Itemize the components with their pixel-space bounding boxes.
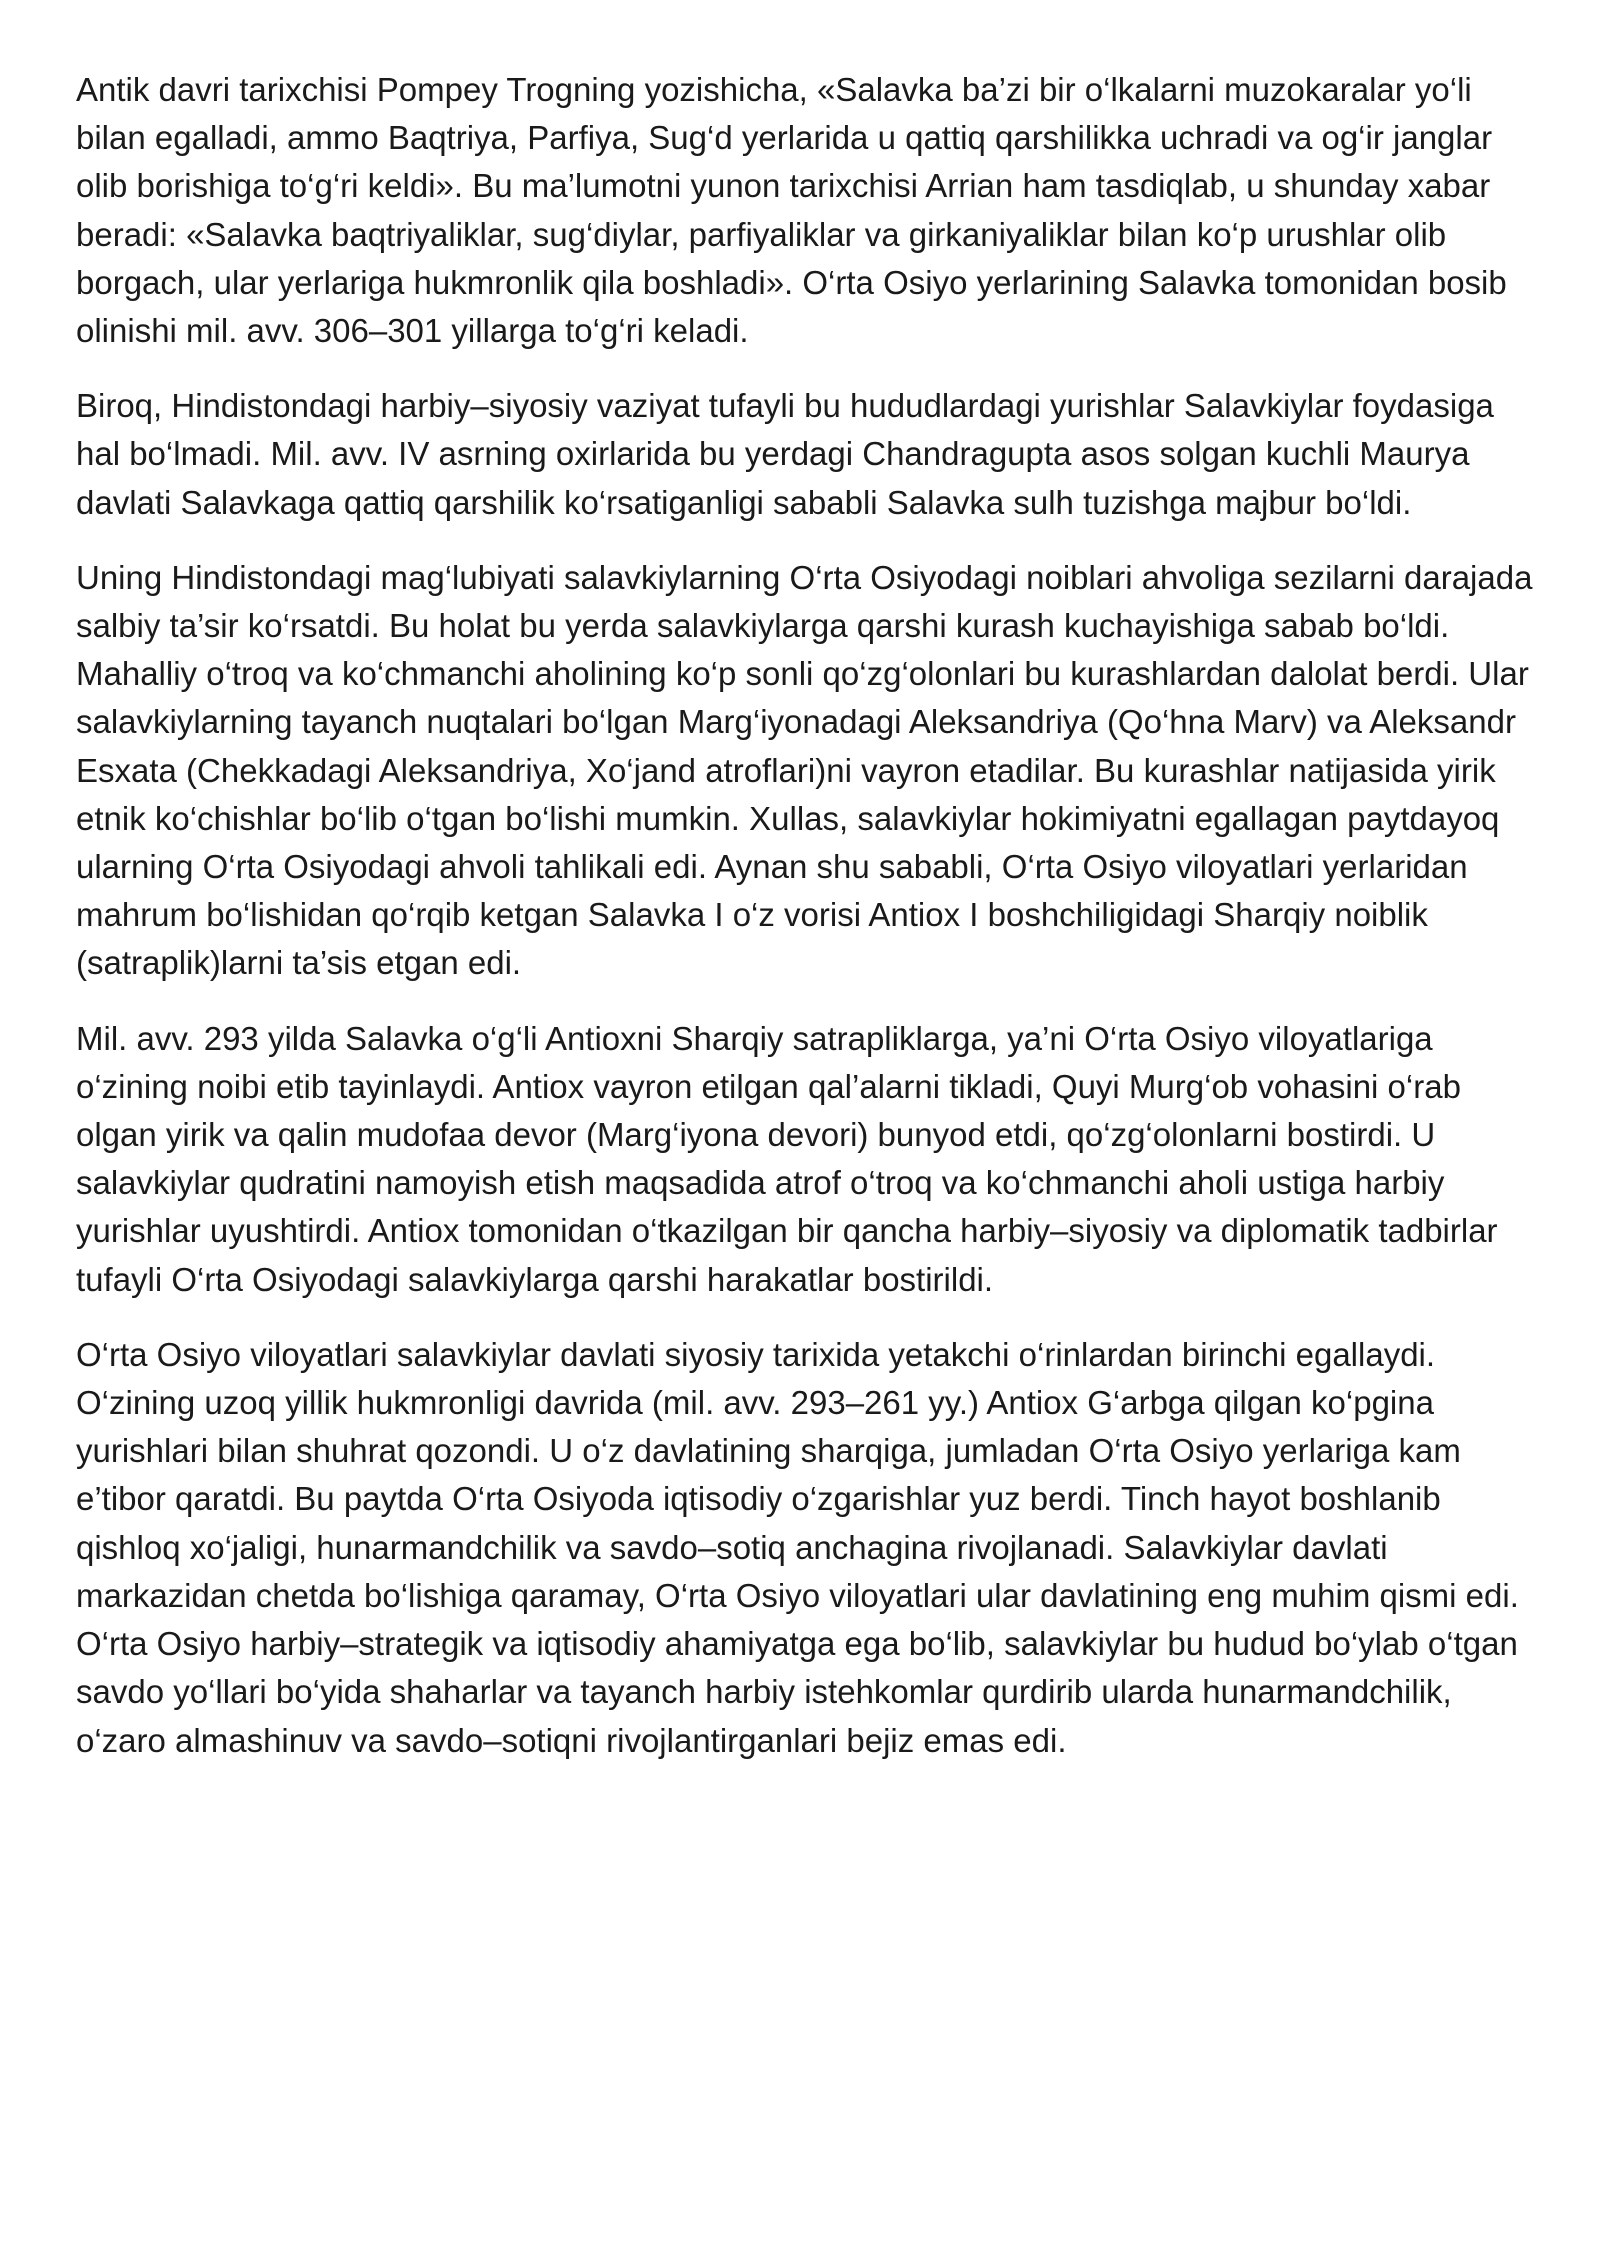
paragraph-5: O‘rta Osiyo viloyatlari salavkiylar davlati siyosiy tarixida yetakchi o‘rinlardan birinchi egallaydi. O‘zining uzoq yillik hukmronligi davrida (mil. avv. 293–261 yy.) Antiox G‘arbga qilgan ko‘pgina yurishlari bilan shuhrat qozondi. U o‘z davlatining sharqiga, jumladan O‘rta Osiyo yerlariga kam e’tibor qaratdi. Bu paytda O‘rta Osiyoda iqtisodiy o‘zgarishlar yuz berdi. Tinch hayot boshlanib qishloq xo‘jaligi, hunarmandchilik va savdo–sotiq anchagina rivojlanadi. Salavkiylar davlati markazidan chetda bo‘lishiga qaramay, O‘rta Osiyo viloyatlari ular davlatining eng muhim qismi edi. O‘rta Osiyo harbiy–strategik va iqtisodiy ahamiyatga ega bo‘lib, salavkiylar bu hudud bo‘ylab o‘tgan savdo yo‘llari bo‘yida shaharlar va tayanch harbiy istehkomlar qurdirib ularda hunarmandchilik, o‘zaro almashinuv va savdo–sotiqni rivojlantirganlari bejiz emas edi. [76,1335,1519,1759]
paragraph-3: Uning Hindistondagi mag‘lubiyati salavkiylarning O‘rta Osiyodagi noiblari ahvoliga sezilarni darajada salbiy ta’sir ko‘rsatdi. Bu holat bu yerda salavkiylarga qarshi kurash kuchayishiga sabab bo‘ldi. Mahalliy o‘troq va ko‘chmanchi aholining ko‘p sonli qo‘zg‘olonlari bu kurashlardan dalolat berdi. Ular salavkiylarning tayanch nuqtalari bo‘lgan Marg‘iyonadagi Aleksandriya (Qo‘hna Marv) va Aleksandr Esxata (Chekkadagi Aleksandriya, Xo‘jand atroflari)ni vayron etadilar. Bu kurashlar natijasida yirik etnik ko‘chishlar bo‘lib o‘tgan bo‘lishi mumkin. Xullas, salavkiylar hokimiyatni egallagan paytdayoq ularning O‘rta Osiyodagi ahvoli tahlikali edi. Aynan shu sababli, O‘rta Osiyo viloyatlari yerlaridan mahrum bo‘lishidan qo‘rqib ketgan Salavka I o‘z vorisi Antiox I boshchiligidagi Sharqiy noiblik (satraplik)larni ta’sis etgan edi. [76,558,1533,982]
paragraph-2: Biroq, Hindistondagi harbiy–siyosiy vaziyat tufayli bu hududlardagi yurishlar Salavkiylar foydasiga hal bo‘lmadi. Mil. avv. IV asrning oxirlarida bu yerdagi Chandragupta asos solgan kuchli Maurya davlati Salavkaga qattiq qarshilik ko‘rsatiganligi sababli Salavka sulh tuzishga majbur bo‘ldi. [76,387,1494,521]
paragraph-1: Antik davri tarixchisi Pompey Trogning yozishicha, «Salavka ba’zi bir o‘lkalarni muzokaralar yo‘li bilan egalladi, ammo Baqtriya, Parfiya, Sug‘d yerlarida u qattiq qarshilikka uchradi va og‘ir janglar olib borishiga to‘g‘ri keldi». Bu ma’lumotni yunon tarixchisi Arrian ham tasdiqlab, u shunday xabar beradi: «Salavka baqtriyaliklar, sug‘diylar, parfiyaliklar va girkaniyaliklar bilan ko‘p urushlar olib borgach, ular yerlariga hukmronlik qila boshladi». O‘rta Osiyo yerlarining Salavka tomonidan bosib olinishi mil. avv. 306–301 yillarga to‘g‘ri keladi. [76,71,1507,350]
document-page [76,66,1546,1792]
paragraph-4: Mil. avv. 293 yilda Salavka o‘g‘li Antioxni Sharqiy satrapliklarga, ya’ni O‘rta Osiyo viloyatlariga o‘zining noibi etib tayinlaydi. Antiox vayron etilgan qal’alarni tikladi, Quyi Murg‘ob vohasini o‘rab olgan yirik va qalin mudofaa devor (Marg‘iyona devori) bunyod etdi, qo‘zg‘olonlarni bostirdi. U salavkiylar qudratini namoyish etish maqsadida atrof o‘troq va ko‘chmanchi aholi ustiga harbiy yurishlar uyushtirdi. Antiox tomonidan o‘tkazilgan bir qancha harbiy–siyosiy va diplomatik tadbirlar tufayli O‘rta Osiyodagi salavkiylarga qarshi harakatlar bostirildi. [76,1019,1498,1298]
